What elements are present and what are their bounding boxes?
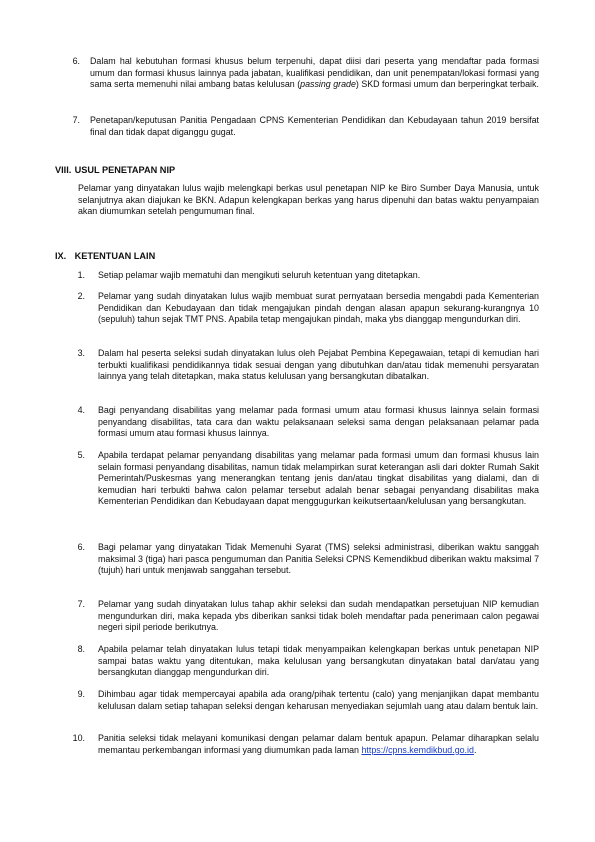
section-title: USUL PENETAPAN NIP	[74, 165, 176, 175]
cpns-website-link[interactable]: https://cpns.kemdikbud.go.id	[361, 744, 474, 755]
list-number: 3.	[77, 348, 85, 358]
list-number: 5.	[77, 450, 85, 460]
list-item-text: Bagi pelamar yang dinyatakan Tidak Memenuhi Syarat (TMS) seleksi administrasi, diberikan waktu sanggah maksimal 3 (tiga) hari pasca pengumuman dan Panitia Seleksi CPNS Kemendikbud diberikan waktu maksimal 7 (tujuh) hari untuk menjawab sanggahan tersebut.	[98, 542, 540, 576]
list-item-text: Pelamar yang sudah dinyatakan lulus wajib membuat surat pernyataan bersedia mengabdi pada Kementerian Pendidikan dan Kebudayaan dan tidak mengajukan pindah dengan alasan apapun sekurang-kurangnya 10 (sepuluh) tahun sejak TMT PNS. Apabila tetap mengajukan pindah, maka ybs dianggap mengundurkan diri.	[98, 291, 539, 325]
italic-term: passing grade	[300, 79, 356, 90]
list-item-text: Dihimbau agar tidak mempercayai apabila ada orang/pihak tertentu (calo) yang menjanjikan dapat membantu kelulusan dalam setiap tahapan seleksi dengan keharusan menyediakan sejumlah uang atau dalam bentuk lain.	[98, 689, 539, 711]
list-item-text-part: Dalam hal kebutuhan formasi khusus belum terpenuhi, dapat diisi dari peserta yang mendaftar pada formasi umum dan formasi khusus lainnya pada jabatan, kualifikasi pendidikan, dan unit penempatan/lokasi formasi yang sama serta memenuhi nilai ambang batas kelulusan (	[90, 56, 539, 90]
list-number: 6.	[77, 542, 85, 552]
list-number: 1.	[77, 270, 85, 280]
list-item-text: Bagi penyandang disabilitas yang melamar pada formasi umum atau formasi khusus lainnya selain formasi penyandang disabilitas, tata cara dan waktu pelaksanaan seleksi sama dengan pelaksanaan pelamar pada formasi umum atau formasi khusus lainnya.	[98, 405, 539, 439]
list-number: 8.	[77, 644, 85, 654]
list-number: 10.	[72, 733, 85, 743]
section-number: VIII.	[55, 165, 72, 175]
list-item-text: Apabila pelamar telah dinyatakan lulus tetapi tidak menyampaikan kelengkapan berkas untuk penetapan NIP sampai batas waktu yang ditentukan, maka kelulusan yang bersangkutan dinyatakan batal dan/atau yang bersangkutan dianggap mengundurkan diri.	[98, 644, 539, 678]
list-number: 9.	[77, 689, 85, 699]
list-item-text: Setiap pelamar wajib mematuhi dan mengikuti seluruh ketentuan yang ditetapkan.	[98, 270, 421, 280]
section-paragraph: Pelamar yang dinyatakan lulus wajib melengkapi berkas usul penetapan NIP ke Biro Sumber Daya Manusia, untuk selanjutnya akan diajukan ke BKN. Adapun kelengkapan berkas yang harus dipenuhi dan batas waktu penyampaian akan diumumkan setelah pengumuman final.	[78, 183, 539, 217]
list-number: 7.	[77, 599, 85, 609]
section-heading-8	[55, 164, 175, 176]
section-title: KETENTUAN LAIN	[74, 251, 156, 261]
list-item-text	[98, 733, 539, 756]
list-item-text: Pelamar yang sudah dinyatakan lulus tahap akhir seleksi dan sudah mendapatkan persetujuan NIP kemudian mengundurkan diri, maka kepada ybs diberikan sanksi tidak boleh mendaftar pada penerimaan calon pegawai negeri sipil periode berikutnya.	[98, 599, 539, 633]
list-item-text: Dalam hal peserta seleksi sudah dinyatakan lulus oleh Pejabat Pembina Kepegawaian, tetapi di kemudian hari terbukti kualifikasi pendidikannya tidak sesuai dengan yang dibutuhkan dan/atau tidak memenuhi persyaratan lainnya yang telah ditetapkan, maka status kelulusan yang bersangkutan dibatalkan.	[98, 348, 539, 382]
list-item-text-part: .	[473, 744, 477, 755]
section-number: IX.	[55, 251, 67, 261]
list-number: 7.	[72, 115, 80, 125]
list-item-text-part: Panitia seleksi tidak melayani komunikasi dengan pelamar dalam bentuk apapun. Pelamar diharapkan selalu memantau perkembangan informasi yang diumumkan pada laman	[98, 733, 539, 755]
section-heading-9	[55, 250, 155, 262]
list-number: 2.	[77, 291, 85, 301]
list-item-text: Apabila terdapat pelamar penyandang disabilitas yang melamar pada formasi umum dan formasi khusus lain selain formasi penyandang disabilitas, namun tidak melampirkan surat keterangan asli dari dokter Rumah Sakit Pemerintah/Puskesmas yang menerangkan tentang jenis dan/atau tingkat disabilitas yang dialami, dan di kemudian hari terbukti bahwa calon pelamar tersebut adalah benar sebagai penyandang disabilitas maka Kementerian Pendidikan dan Kebudayaan dapat menggugurkan keikutsertaan/kelulusan yang bersangkutan.	[98, 450, 539, 507]
list-item-text: Penetapan/keputusan Panitia Pengadaan CPNS Kementerian Pendidikan dan Kebudayaan tahun 2019 bersifat final dan tidak dapat diganggu gugat.	[90, 115, 539, 137]
list-number: 6.	[72, 56, 80, 66]
list-item-text-part: ) SKD formasi umum dan berperingkat terbaik.	[355, 79, 539, 90]
list-number: 4.	[77, 405, 85, 415]
list-item-text	[90, 56, 539, 91]
